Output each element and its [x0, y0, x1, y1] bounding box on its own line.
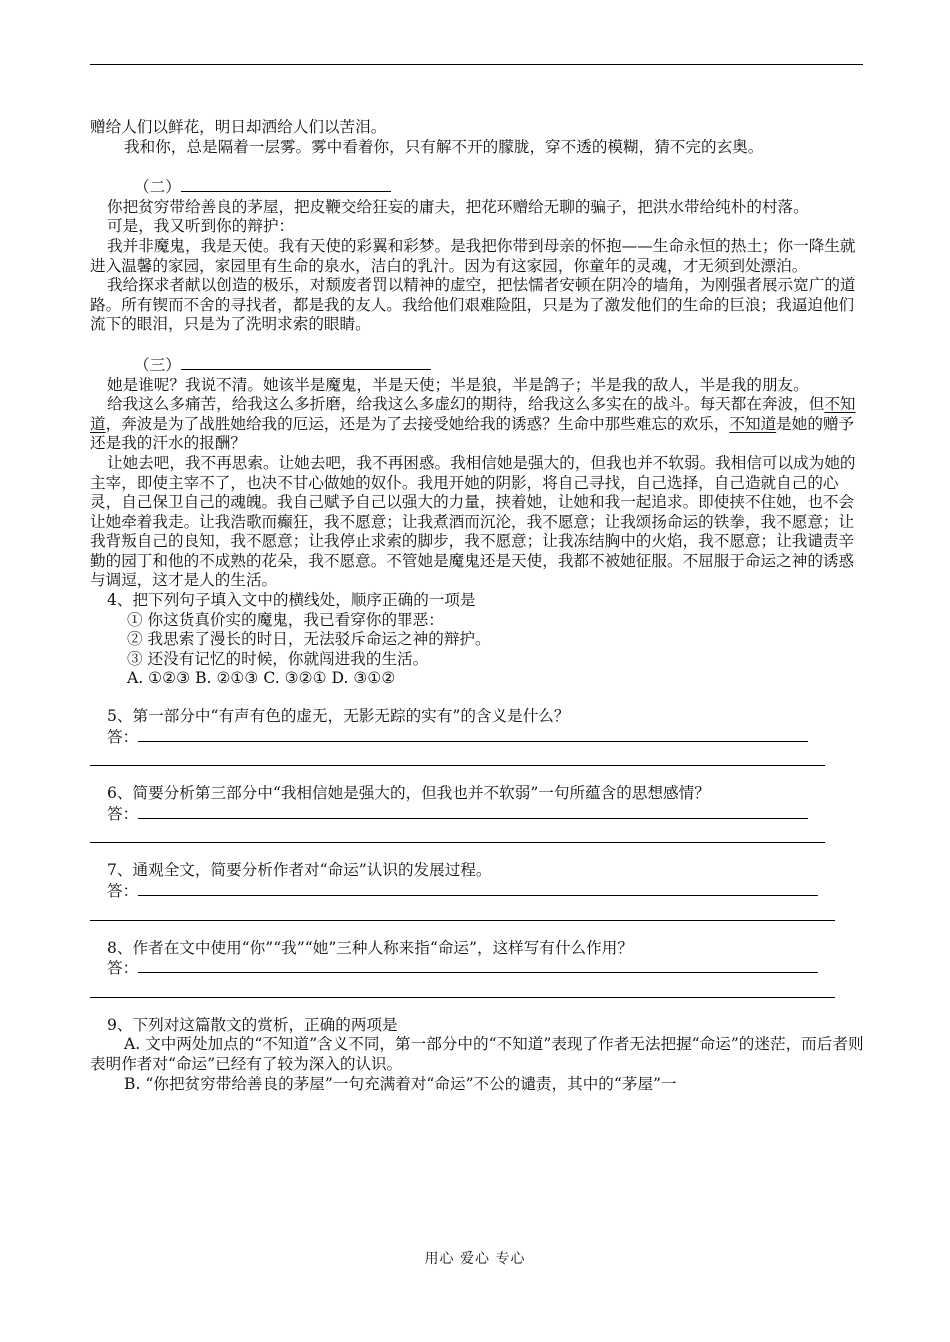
question-5-stem: 5、第一部分中“有声有色的虚无，无影无踪的实有”的含义是什么？: [107, 707, 570, 726]
question-4-stem: 4、把下列句子填入文中的横线处，顺序正确的一项是: [107, 591, 476, 610]
question-7-stem: 7、通观全文，简要分析作者对“命运”认识的发展过程。: [107, 861, 492, 880]
question-9-option-a: A. 文中两处加点的“不知道”含义不同，第一部分中的“不知道”表现了作者无法把握“命运”的迷茫，而后者则表明作者对“命运”已经有了较为深入的认识。: [90, 1035, 864, 1073]
answer-line[interactable]: [138, 727, 808, 742]
section-2-paragraph-4: 我给探求者献以创造的极乐，对颓废者罚以精神的虚空，把怯懦者安顿在阴冷的墙角，为刚强者展示宽广的道路。所有锲而不舍的寻找者，都是我的友人。我给他们艰难险阻，只是为了激发他们的生命的巨浪；我逼迫他们流下的眼泪，只是为了洗明求索的眼睛。: [90, 276, 856, 334]
question-6-stem: 6、简要分析第三部分中“我相信她是强大的，但我也并不软弱”一句所蕴含的思想感情？: [107, 784, 710, 803]
question-4-option-2: ② 我思索了漫长的时日，无法驳斥命运之神的辩护。: [127, 630, 491, 649]
section-2-blank: [181, 176, 391, 192]
answer-line-full[interactable]: [90, 824, 825, 843]
question-4-option-3: ③ 还没有记忆的时候，你就闯进我的生活。: [127, 649, 429, 668]
answer-line-full[interactable]: [90, 979, 835, 998]
question-5-answer: [90, 727, 865, 748]
answer-label: 答：: [107, 959, 139, 978]
text-run: 是她的赠予还是我的汗水的报酬？: [90, 414, 855, 453]
question-6-answer: [90, 804, 865, 825]
section-2-heading: [90, 176, 865, 198]
section-2-paragraph-2: 可是，我又听到你的辩护：: [107, 217, 295, 236]
paragraph-fog: 我和你，总是隔着一层雾。雾中看着你，只有解不开的朦胧，穿不透的模糊，猜不完的玄奥。: [124, 137, 764, 156]
section-3-heading: [90, 354, 865, 376]
question-8-stem: 8、作者在文中使用“你”“我”“她”三种人称来指“命运”，这样写有什么作用？: [107, 938, 633, 957]
answer-line-full[interactable]: [90, 902, 835, 921]
section-3-paragraph-2: [90, 395, 865, 454]
answer-label: 答：: [107, 727, 139, 746]
section-3-label: （三）: [134, 355, 181, 374]
answer-line-full[interactable]: [90, 747, 825, 766]
document-body: [90, 118, 865, 1094]
section-2-label: （二）: [134, 178, 181, 197]
question-8-answer: [90, 958, 865, 979]
answer-line[interactable]: [138, 881, 818, 896]
answer-line[interactable]: [138, 958, 818, 973]
underlined-bu-zhi-dao-1: 不知道: [90, 395, 856, 433]
question-9-stem: 9、下列对这篇散文的赏析，正确的两项是: [107, 1015, 398, 1034]
page-footer: 用心 爱心 专心: [424, 1251, 526, 1267]
section-2-paragraph-1: 你把贫穷带给善良的茅屋，把皮鞭交给狂妄的庸夫，把花环赠给无聊的骗子，把洪水带给纯朴的村落。: [107, 197, 809, 216]
text-run: ，奔波是为了战胜她给我的厄运，还是为了去接受她给我的诱惑？生命中那些难忘的欢乐，: [105, 414, 730, 433]
question-9-option-b: B. “你把贫穷带给善良的茅屋”一句充满着对“命运”不公的谴责，其中的“茅屋”一: [124, 1074, 677, 1093]
section-3-paragraph-1: 她是谁呢？我说不清。她该半是魔鬼，半是天使；半是狼，半是鸽子；半是我的敌人，半是我的朋友。: [107, 375, 809, 394]
question-4-option-1: ① 你这货真价实的魔鬼，我已看穿你的罪恶：: [127, 610, 444, 629]
section-2-paragraph-3: 我并非魔鬼，我是天使。我有天使的彩翼和彩梦。是我把你带到母亲的怀抱——生命永恒的热土；你一降生就进入温馨的家园，家园里有生命的泉水，洁白的乳汁。因为有这家园，你童年的灵魂，才无须到处漂泊。: [90, 236, 856, 275]
section-3-paragraph-3: 让她去吧，我不再思索。让她去吧，我不再困惑。我相信她是强大的，但我也并不软弱。我相信可以成为她的主宰，即使主宰不了，也决不甘心做她的奴仆。我甩开她的阴影，将自己寻找，自己选择，自己造就自己的心灵，自己保卫自己的魂魄。我自己赋予自己以强大的力量，挟着她，让她和我一起追求。即使挟不住她，也不会让她牵着我走。让我浩歌而癫狂，我不愿意；让我煮酒而沉沦，我不愿意；让我颂扬命运的铁拳，我不愿意；让我背叛自己的良知，我不愿意；让我停止求索的脚步，我不愿意；让我冻结胸中的火焰，我不愿意；让我谴责辛勤的园丁和他的不成熟的花朵，我不愿意。不管她是魔鬼还是天使，我都不被她征服。不屈服于命运之神的诱惑与调逗，这才是人的生活。: [90, 453, 856, 590]
answer-label: 答：: [107, 882, 139, 900]
question-7-answer: [90, 881, 865, 902]
underlined-bu-zhi-dao-2: 不知道: [729, 414, 777, 433]
text-run: 给我这么多痛苦，给我这么多折磨，给我这么多虚幻的期待，给我这么多实在的战斗。每天都在奔波，但: [107, 395, 825, 414]
question-4-choices: A. ①②③ B. ②①③ C. ③②① D. ③①②: [127, 669, 396, 688]
answer-line[interactable]: [138, 804, 808, 819]
paragraph-intro-end: 赠给人们以鲜花，明日却洒给人们以苦泪。: [90, 118, 387, 136]
header-rule: [90, 64, 863, 65]
section-3-blank: [181, 354, 431, 370]
answer-label: 答：: [107, 804, 139, 823]
